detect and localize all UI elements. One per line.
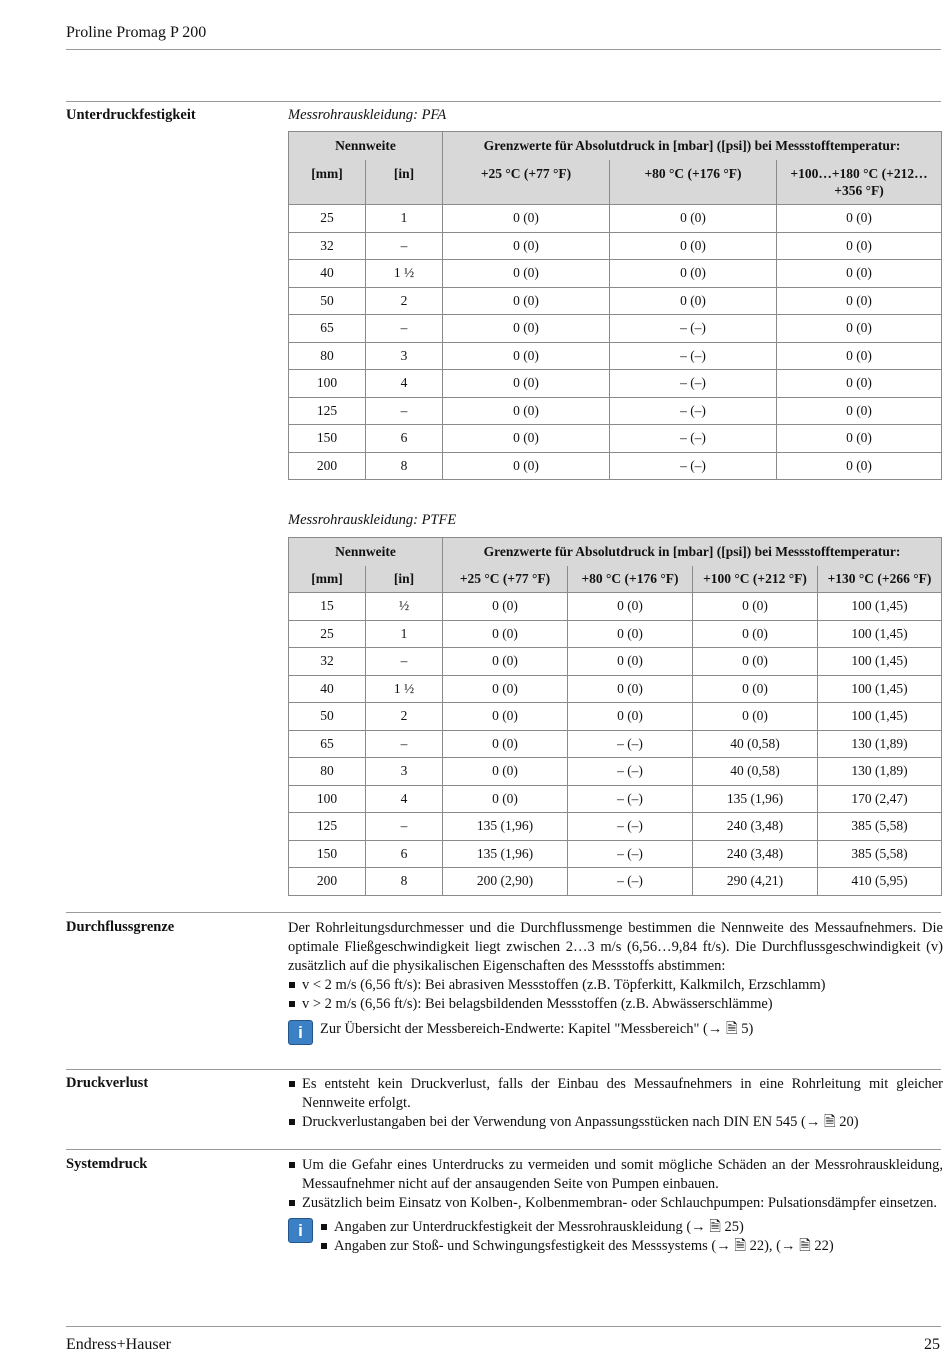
druckverlust-content (288, 1075, 943, 1132)
table-cell: 135 (1,96) (443, 813, 568, 841)
pfa-head-temp: +25 °C (+77 °F) (443, 160, 610, 205)
table-cell: 0 (0) (777, 315, 942, 343)
table-cell: 32 (289, 648, 366, 676)
table-row (289, 703, 942, 731)
table-cell: 0 (0) (568, 593, 693, 621)
pfa-head-temp: +100…+180 °C (+212…+356 °F) (777, 160, 942, 205)
table-cell: 15 (289, 593, 366, 621)
footer-company: Endress+Hauser (66, 1336, 171, 1353)
section-rule (66, 1069, 941, 1070)
table-cell: – (366, 397, 443, 425)
table-cell: – (–) (568, 758, 693, 786)
table-cell: 0 (0) (777, 260, 942, 288)
table-row (289, 675, 942, 703)
durchfluss-content (288, 919, 943, 1047)
table-cell: 2 (366, 703, 443, 731)
table-cell: 25 (289, 205, 366, 233)
table-cell: 0 (0) (443, 758, 568, 786)
table-cell: 0 (0) (443, 730, 568, 758)
table-cell: 240 (3,48) (693, 813, 818, 841)
table-cell: – (–) (610, 452, 777, 480)
list-item: v < 2 m/s (6,56 ft/s): Bei abrasiven Messstoffen (z.B. Töpferkitt, Kalkmilch, Erzschlamm) (288, 976, 943, 995)
pfa-head-in: [in] (366, 160, 443, 205)
table-cell: 40 (289, 675, 366, 703)
table-cell: 0 (0) (443, 703, 568, 731)
durchfluss-paragraph: Der Rohrleitungsdurchmesser und die Durchflussmenge bestimmen die Nennweite des Messaufnehmers. Die optimale Fließgeschwindigkeit liegt zwischen 2…3 m/s (6,56…9,84 ft/s). Die Durchflussgeschwindigkeit (v) zusätzlich auf die physikalischen Eigenschaften des Messstoffs abstimmen: (288, 920, 943, 974)
list-item: Um die Gefahr eines Unterdrucks zu vermeiden und somit mögliche Schäden an der Messrohrauskleidung, Messaufnehmer nicht auf der ansaugenden Seite von Pumpen einbauen. (288, 1156, 943, 1194)
table-cell: 100 (289, 370, 366, 398)
table-cell: 100 (1,45) (818, 675, 942, 703)
table-cell: 200 (289, 868, 366, 896)
table-row (289, 758, 942, 786)
table-cell: 130 (1,89) (818, 730, 942, 758)
table-row (289, 593, 942, 621)
table-cell: 25 (289, 620, 366, 648)
table-row (289, 205, 942, 233)
list-item: v > 2 m/s (6,56 ft/s): Bei belagsbildenden Messstoffen (z.B. Abwässerschlämme) (288, 995, 943, 1014)
table-cell: 240 (3,48) (693, 840, 818, 868)
table-cell: – (–) (610, 342, 777, 370)
table-cell: 0 (0) (568, 648, 693, 676)
table-cell: – (–) (568, 730, 693, 758)
pfa-table (288, 131, 942, 480)
ptfe-head-temp: +80 °C (+176 °F) (568, 566, 693, 593)
ptfe-table-caption: Messrohrauskleidung: PTFE (288, 512, 457, 528)
table-row (289, 868, 942, 896)
table-cell: 1 ½ (366, 675, 443, 703)
table-row (289, 620, 942, 648)
table-cell: 0 (0) (777, 342, 942, 370)
pfa-table-body (289, 205, 942, 480)
table-cell: 2 (366, 287, 443, 315)
table-cell: 0 (0) (777, 425, 942, 453)
table-cell: – (366, 648, 443, 676)
table-cell: – (–) (568, 813, 693, 841)
ptfe-head-nennweite: Nennweite (289, 538, 443, 566)
table-cell: 8 (366, 868, 443, 896)
table-cell: – (366, 315, 443, 343)
table-cell: 0 (0) (568, 620, 693, 648)
ptfe-head-in: [in] (366, 566, 443, 593)
table-cell: – (366, 730, 443, 758)
table-cell: 100 (1,45) (818, 703, 942, 731)
table-cell: 0 (0) (568, 703, 693, 731)
ptfe-head-temp: +25 °C (+77 °F) (443, 566, 568, 593)
table-cell: 0 (0) (443, 452, 610, 480)
ptfe-head-mm: [mm] (289, 566, 366, 593)
table-cell: 0 (0) (610, 232, 777, 260)
table-cell: 0 (0) (443, 342, 610, 370)
note-bullet-list (320, 1218, 943, 1256)
table-cell: – (–) (568, 868, 693, 896)
systemdruck-bullet-list (288, 1156, 943, 1213)
table-cell: 0 (0) (693, 620, 818, 648)
table-row (289, 260, 942, 288)
document-title: Proline Promag P 200 (66, 24, 207, 41)
section-rule (66, 101, 941, 102)
table-cell: – (–) (568, 785, 693, 813)
header-rule (66, 49, 941, 50)
pfa-head-nennweite: Nennweite (289, 132, 443, 160)
table-cell: 100 (1,45) (818, 648, 942, 676)
table-cell: ½ (366, 593, 443, 621)
table-cell: 0 (0) (568, 675, 693, 703)
table-cell: 100 (1,45) (818, 593, 942, 621)
table-row (289, 315, 942, 343)
table-cell: 65 (289, 730, 366, 758)
table-cell: 1 (366, 205, 443, 233)
table-cell: 0 (0) (777, 397, 942, 425)
table-cell: 50 (289, 703, 366, 731)
ptfe-table (288, 537, 942, 896)
table-cell: 0 (0) (777, 452, 942, 480)
table-cell: 200 (2,90) (443, 868, 568, 896)
table-cell: 0 (0) (443, 397, 610, 425)
table-cell: 40 (0,58) (693, 758, 818, 786)
table-cell: 100 (289, 785, 366, 813)
table-cell: 80 (289, 342, 366, 370)
table-cell: 3 (366, 342, 443, 370)
list-item: Zusätzlich beim Einsatz von Kolben-, Kolbenmembran- oder Schlauchpumpen: Pulsationsdämpfer einsetzen. (288, 1194, 943, 1213)
info-icon: i (288, 1020, 313, 1045)
table-cell: 0 (0) (443, 648, 568, 676)
section-label-unterdruck: Unterdruckfestigkeit (66, 107, 196, 123)
table-row (289, 785, 942, 813)
table-cell: 6 (366, 840, 443, 868)
table-row (289, 730, 942, 758)
table-cell: 32 (289, 232, 366, 260)
table-cell: 0 (0) (777, 205, 942, 233)
table-cell: 135 (1,96) (443, 840, 568, 868)
table-cell: 170 (2,47) (818, 785, 942, 813)
table-cell: – (–) (610, 370, 777, 398)
table-cell: 40 (0,58) (693, 730, 818, 758)
table-cell: 130 (1,89) (818, 758, 942, 786)
table-cell: 0 (0) (443, 260, 610, 288)
table-cell: 0 (0) (443, 370, 610, 398)
table-row (289, 287, 942, 315)
info-icon: i (288, 1218, 313, 1243)
ptfe-head-temp: +100 °C (+212 °F) (693, 566, 818, 593)
table-cell: 0 (0) (693, 675, 818, 703)
table-cell: 385 (5,58) (818, 813, 942, 841)
ptfe-head-temp: +130 °C (+266 °F) (818, 566, 942, 593)
table-cell: 0 (0) (610, 287, 777, 315)
table-cell: 150 (289, 425, 366, 453)
table-cell: 0 (0) (443, 593, 568, 621)
table-cell: 50 (289, 287, 366, 315)
table-cell: 0 (0) (693, 593, 818, 621)
table-cell: – (366, 813, 443, 841)
table-cell: 0 (0) (443, 425, 610, 453)
section-rule (66, 912, 941, 913)
table-row (289, 425, 942, 453)
table-row (289, 813, 942, 841)
table-cell: 3 (366, 758, 443, 786)
list-item: Angaben zur Stoß- und Schwingungsfestigkeit des Messsystems (→ 🗎 22), (→ 🗎 22) (320, 1237, 943, 1256)
table-cell: – (366, 232, 443, 260)
info-note (288, 1218, 943, 1256)
pfa-head-mm: [mm] (289, 160, 366, 205)
table-cell: 0 (0) (443, 232, 610, 260)
table-cell: 0 (0) (443, 620, 568, 648)
table-cell: 385 (5,58) (818, 840, 942, 868)
table-cell: 0 (0) (443, 315, 610, 343)
list-item: Es entsteht kein Druckverlust, falls der Einbau des Messaufnehmers in eine Rohrleitung mit gleicher Nennweite erfolgt. (288, 1075, 943, 1113)
table-cell: 0 (0) (693, 648, 818, 676)
systemdruck-content (288, 1156, 943, 1256)
durchfluss-bullet-list (288, 976, 943, 1014)
table-row (289, 342, 942, 370)
table-cell: 0 (0) (610, 260, 777, 288)
table-cell: 125 (289, 813, 366, 841)
table-cell: 150 (289, 840, 366, 868)
ptfe-table-body (289, 593, 942, 896)
table-cell: 0 (0) (610, 205, 777, 233)
table-row (289, 232, 942, 260)
table-row (289, 452, 942, 480)
table-cell: 4 (366, 785, 443, 813)
section-rule (66, 1149, 941, 1150)
table-cell: 135 (1,96) (693, 785, 818, 813)
table-cell: 0 (0) (693, 703, 818, 731)
table-cell: 40 (289, 260, 366, 288)
table-cell: 1 ½ (366, 260, 443, 288)
info-note (288, 1020, 943, 1047)
table-cell: 80 (289, 758, 366, 786)
table-cell: 65 (289, 315, 366, 343)
table-cell: 6 (366, 425, 443, 453)
section-label-durchfluss: Durchflussgrenze (66, 919, 175, 935)
table-cell: 125 (289, 397, 366, 425)
footer-rule (66, 1326, 941, 1327)
pfa-head-temp: +80 °C (+176 °F) (610, 160, 777, 205)
table-cell: 0 (0) (443, 675, 568, 703)
table-row (289, 370, 942, 398)
table-cell: 0 (0) (777, 287, 942, 315)
ptfe-head-grenzwerte: Grenzwerte für Absolutdruck in [mbar] ([psi]) bei Messstofftemperatur: (443, 538, 942, 566)
table-cell: 4 (366, 370, 443, 398)
pfa-head-grenzwerte: Grenzwerte für Absolutdruck in [mbar] ([psi]) bei Messstofftemperatur: (443, 132, 942, 160)
table-cell: 0 (0) (777, 370, 942, 398)
table-cell: 8 (366, 452, 443, 480)
table-cell: 200 (289, 452, 366, 480)
table-cell: 1 (366, 620, 443, 648)
table-cell: 290 (4,21) (693, 868, 818, 896)
table-cell: 410 (5,95) (818, 868, 942, 896)
table-cell: – (–) (610, 315, 777, 343)
table-row (289, 397, 942, 425)
list-item: Druckverlustangaben bei der Verwendung von Anpassungsstücken nach DIN EN 545 (→ 🗎 20) (288, 1113, 943, 1132)
table-cell: 0 (0) (443, 205, 610, 233)
table-cell: – (–) (568, 840, 693, 868)
table-cell: 0 (0) (443, 287, 610, 315)
note-text: Zur Übersicht der Messbereich-Endwerte: Kapitel "Messbereich" (→ 🗎 5) (320, 1021, 754, 1037)
section-label-systemdruck: Systemdruck (66, 1156, 148, 1172)
page-number: 25 (924, 1336, 940, 1353)
table-row (289, 840, 942, 868)
table-cell: – (–) (610, 397, 777, 425)
table-row (289, 648, 942, 676)
list-item: Angaben zur Unterdruckfestigkeit der Messrohrauskleidung (→ 🗎 25) (320, 1218, 943, 1237)
table-cell: 100 (1,45) (818, 620, 942, 648)
table-cell: 0 (0) (443, 785, 568, 813)
druckverlust-bullet-list (288, 1075, 943, 1132)
table-cell: 0 (0) (777, 232, 942, 260)
table-cell: – (–) (610, 425, 777, 453)
section-label-druckverlust: Druckverlust (66, 1075, 149, 1091)
pfa-table-caption: Messrohrauskleidung: PFA (288, 107, 447, 123)
